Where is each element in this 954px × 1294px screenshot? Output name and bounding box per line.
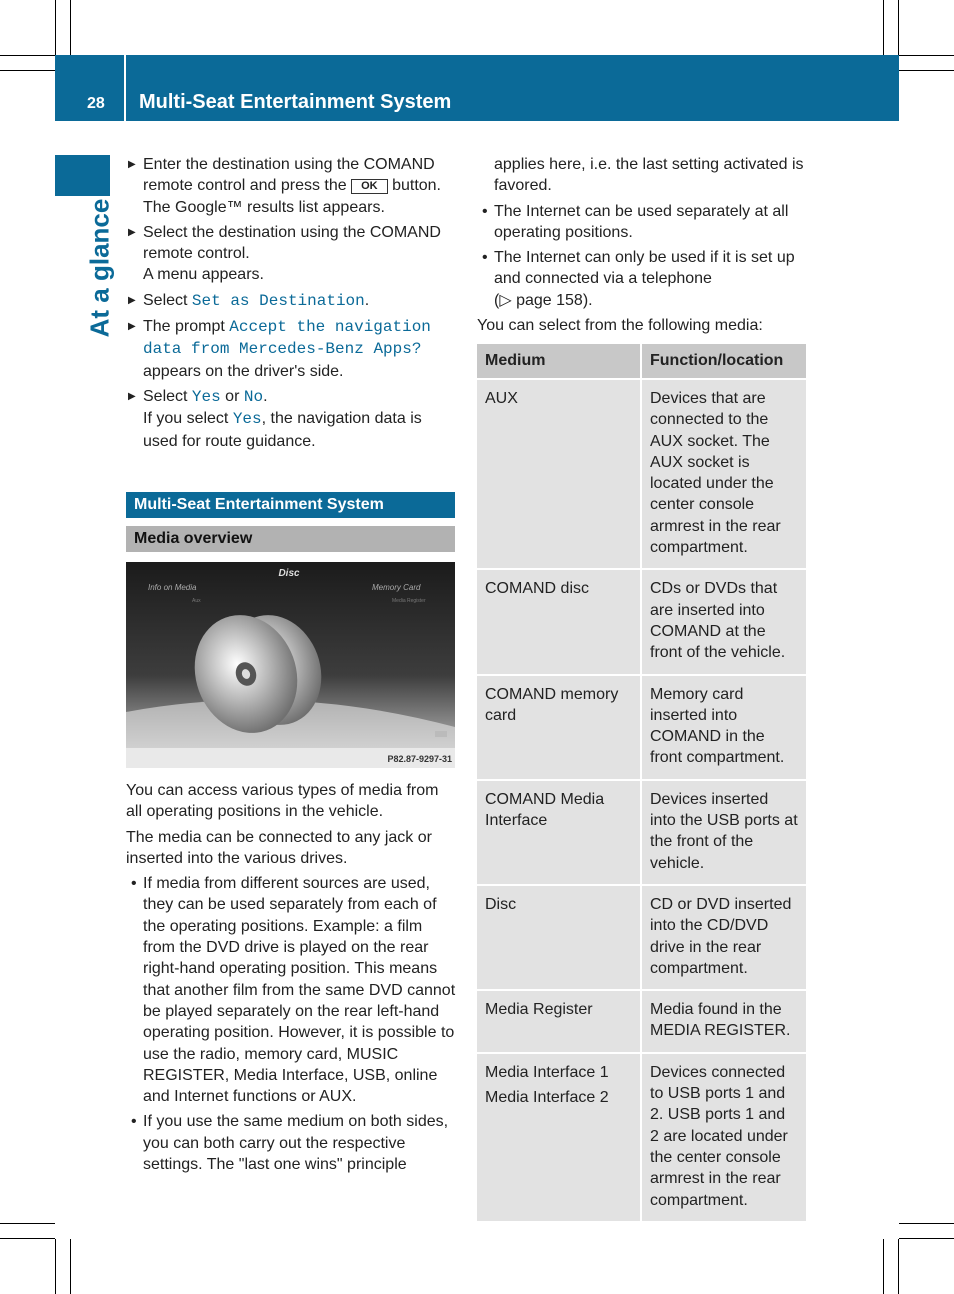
bullet-item bbox=[126, 1111, 458, 1175]
step-arrow-icon: ▶ bbox=[128, 226, 136, 238]
paragraph: You can access various types of media from all operating positions in the vehicle. bbox=[126, 782, 439, 821]
table-intro: You can select from the following media: bbox=[477, 317, 763, 335]
crop-mark bbox=[55, 1239, 56, 1294]
bullet-dot: • bbox=[131, 1113, 137, 1131]
bullet-text: The Internet can only be used if it is set up and connected via a telephone bbox=[494, 249, 795, 288]
image-title: Disc bbox=[278, 568, 300, 579]
step-1-line-1: Enter the destination using the COMAND bbox=[143, 156, 435, 173]
table-row bbox=[477, 780, 806, 885]
table-row bbox=[477, 569, 806, 674]
crop-mark bbox=[0, 1223, 55, 1224]
step-5-suffix: . bbox=[263, 387, 268, 405]
crop-mark bbox=[0, 55, 55, 56]
bullet-text: applies here, i.e. the last setting activated is favored. bbox=[494, 156, 804, 195]
right-body-text bbox=[477, 154, 809, 340]
step-4 bbox=[126, 316, 458, 382]
instruction-steps bbox=[126, 154, 458, 456]
bullet-item bbox=[126, 873, 458, 1107]
page-header bbox=[55, 55, 899, 121]
bullet-text: If you use the same medium on both sides, you can both carry out the respective settings. The "last one wins" principle bbox=[143, 1113, 449, 1174]
bullet-item bbox=[477, 201, 809, 244]
medium-cell: AUX bbox=[477, 379, 641, 569]
image-left-label: Info on Media bbox=[148, 583, 197, 592]
crop-mark bbox=[899, 55, 954, 56]
column-header-medium: Medium bbox=[477, 344, 641, 379]
step-arrow-icon: ▶ bbox=[128, 390, 136, 402]
step-1-line-2: remote control and press the bbox=[143, 177, 347, 195]
step-2-text: Select the destination using the COMAND remote control. bbox=[143, 223, 441, 263]
step-4-after: appears on the driver's side. bbox=[143, 362, 344, 380]
column-header-function: Function/location bbox=[641, 344, 806, 379]
step-arrow-icon: ▶ bbox=[128, 159, 136, 170]
media-table bbox=[477, 344, 806, 1223]
function-cell: Memory card inserted into COMAND in the front compartment. bbox=[641, 675, 806, 780]
crop-mark bbox=[898, 0, 899, 55]
yes-code: Yes bbox=[191, 387, 221, 406]
function-cell: Devices connected to USB ports 1 and 2. USB ports 1 and 2 are located under the center console armrest in the rear compartment. bbox=[641, 1053, 806, 1222]
step-5-result-prefix: If you select bbox=[143, 410, 233, 428]
function-cell: CD or DVD inserted into the CD/DVD drive in the rear compartment. bbox=[641, 885, 806, 990]
table-row bbox=[477, 885, 806, 990]
side-chapter-label: At a glance bbox=[84, 198, 115, 338]
subsection-title: Media overview bbox=[126, 526, 455, 552]
step-3-prefix: Select bbox=[143, 291, 192, 309]
step-5-mid: or bbox=[220, 387, 244, 405]
yes-code-2: Yes bbox=[232, 410, 262, 429]
step-5-result-suffix: , the navigation data is used for route guidance. bbox=[143, 410, 422, 450]
crop-mark bbox=[55, 0, 56, 55]
image-left-sublabel: Aux bbox=[192, 598, 201, 604]
crop-mark bbox=[70, 0, 71, 55]
medium-cell: COMAND Media Interface bbox=[477, 780, 641, 885]
table-header-row bbox=[477, 344, 806, 379]
crop-mark bbox=[883, 1239, 884, 1294]
page-number: 28 bbox=[87, 95, 105, 112]
left-body-text bbox=[126, 780, 458, 1179]
page-reference: (▷ page 158). bbox=[494, 291, 593, 309]
ok-button-icon: OK bbox=[351, 179, 388, 194]
table-row bbox=[477, 990, 806, 1053]
medium-cell: COMAND memory card bbox=[477, 675, 641, 780]
header-divider bbox=[124, 55, 126, 121]
medium-line: Media Interface 2 bbox=[485, 1089, 609, 1107]
step-2 bbox=[126, 222, 458, 286]
crop-mark bbox=[883, 0, 884, 55]
step-1-result: The Google™ results list appears. bbox=[143, 198, 385, 216]
step-5 bbox=[126, 386, 458, 452]
step-3 bbox=[126, 290, 458, 312]
crop-mark bbox=[899, 70, 954, 71]
crop-mark bbox=[70, 1239, 71, 1294]
bullet-item bbox=[477, 247, 809, 311]
disc-screen-illustration bbox=[126, 562, 455, 768]
medium-cell: Disc bbox=[477, 885, 641, 990]
image-reference: P82.87-9297-31 bbox=[387, 754, 452, 764]
table-row bbox=[477, 1053, 806, 1222]
image-right-sublabel: Media Register bbox=[392, 598, 426, 604]
medium-cell bbox=[477, 1053, 641, 1222]
side-tab bbox=[55, 155, 110, 196]
table-row bbox=[477, 675, 806, 780]
bullet-continuation bbox=[477, 154, 809, 197]
step-arrow-icon: ▶ bbox=[128, 294, 136, 306]
medium-line: Media Interface 1 bbox=[485, 1063, 609, 1081]
step-1-after-key: button. bbox=[387, 177, 441, 195]
media-screen-image bbox=[126, 562, 455, 768]
step-arrow-icon: ▶ bbox=[128, 321, 136, 333]
table-row bbox=[477, 379, 806, 569]
medium-cell: COMAND disc bbox=[477, 569, 641, 674]
step-4-prefix: The prompt bbox=[143, 318, 230, 336]
paragraph: The media can be connected to any jack or inserted into the various drives. bbox=[126, 828, 432, 867]
image-right-label: Memory Card bbox=[372, 583, 421, 592]
crop-mark bbox=[898, 1239, 899, 1294]
bullet-text: The Internet can be used separately at all operating positions. bbox=[494, 202, 789, 241]
function-cell: CDs or DVDs that are inserted into COMAND at the front of the vehicle. bbox=[641, 569, 806, 674]
section-title: Multi-Seat Entertainment System bbox=[126, 492, 455, 518]
set-as-destination-code: Set as Destination bbox=[191, 291, 365, 310]
bullet-dot: • bbox=[131, 875, 137, 893]
prompt-code: Accept the navigation data from Mercedes-Benz Apps? bbox=[143, 318, 431, 359]
step-2-result: A menu appears. bbox=[143, 266, 264, 284]
step-1 bbox=[126, 154, 458, 218]
bullet-dot: • bbox=[482, 202, 488, 220]
crop-mark bbox=[0, 70, 55, 71]
bullet-text: If media from different sources are used, they can be used separately from each of the operating positions. Example: a film from the DVD drive is played on the rear right-hand operating position. This means that another film from the same DVD cannot be played separately on the rear left-hand operating position. However, it is possible to use the radio, memory card, MUSIC REGISTER, Media Interface, USB, online and Internet functions or AUX. bbox=[143, 875, 456, 1106]
crop-mark bbox=[899, 1238, 954, 1239]
function-cell: Media found in the MEDIA REGISTER. bbox=[641, 990, 806, 1053]
crop-mark bbox=[0, 1238, 55, 1239]
function-cell: Devices that are connected to the AUX socket. The AUX socket is located under the center console armrest in the rear compartment. bbox=[641, 379, 806, 569]
function-cell: Devices inserted into the USB ports at the front of the vehicle. bbox=[641, 780, 806, 885]
bullet-dot: • bbox=[482, 249, 488, 267]
step-3-suffix: . bbox=[364, 291, 370, 309]
medium-cell: Media Register bbox=[477, 990, 641, 1053]
no-code: No bbox=[243, 387, 264, 406]
step-5-prefix: Select bbox=[143, 387, 192, 405]
crop-mark bbox=[899, 1223, 954, 1224]
page-title: Multi-Seat Entertainment System bbox=[139, 91, 452, 113]
